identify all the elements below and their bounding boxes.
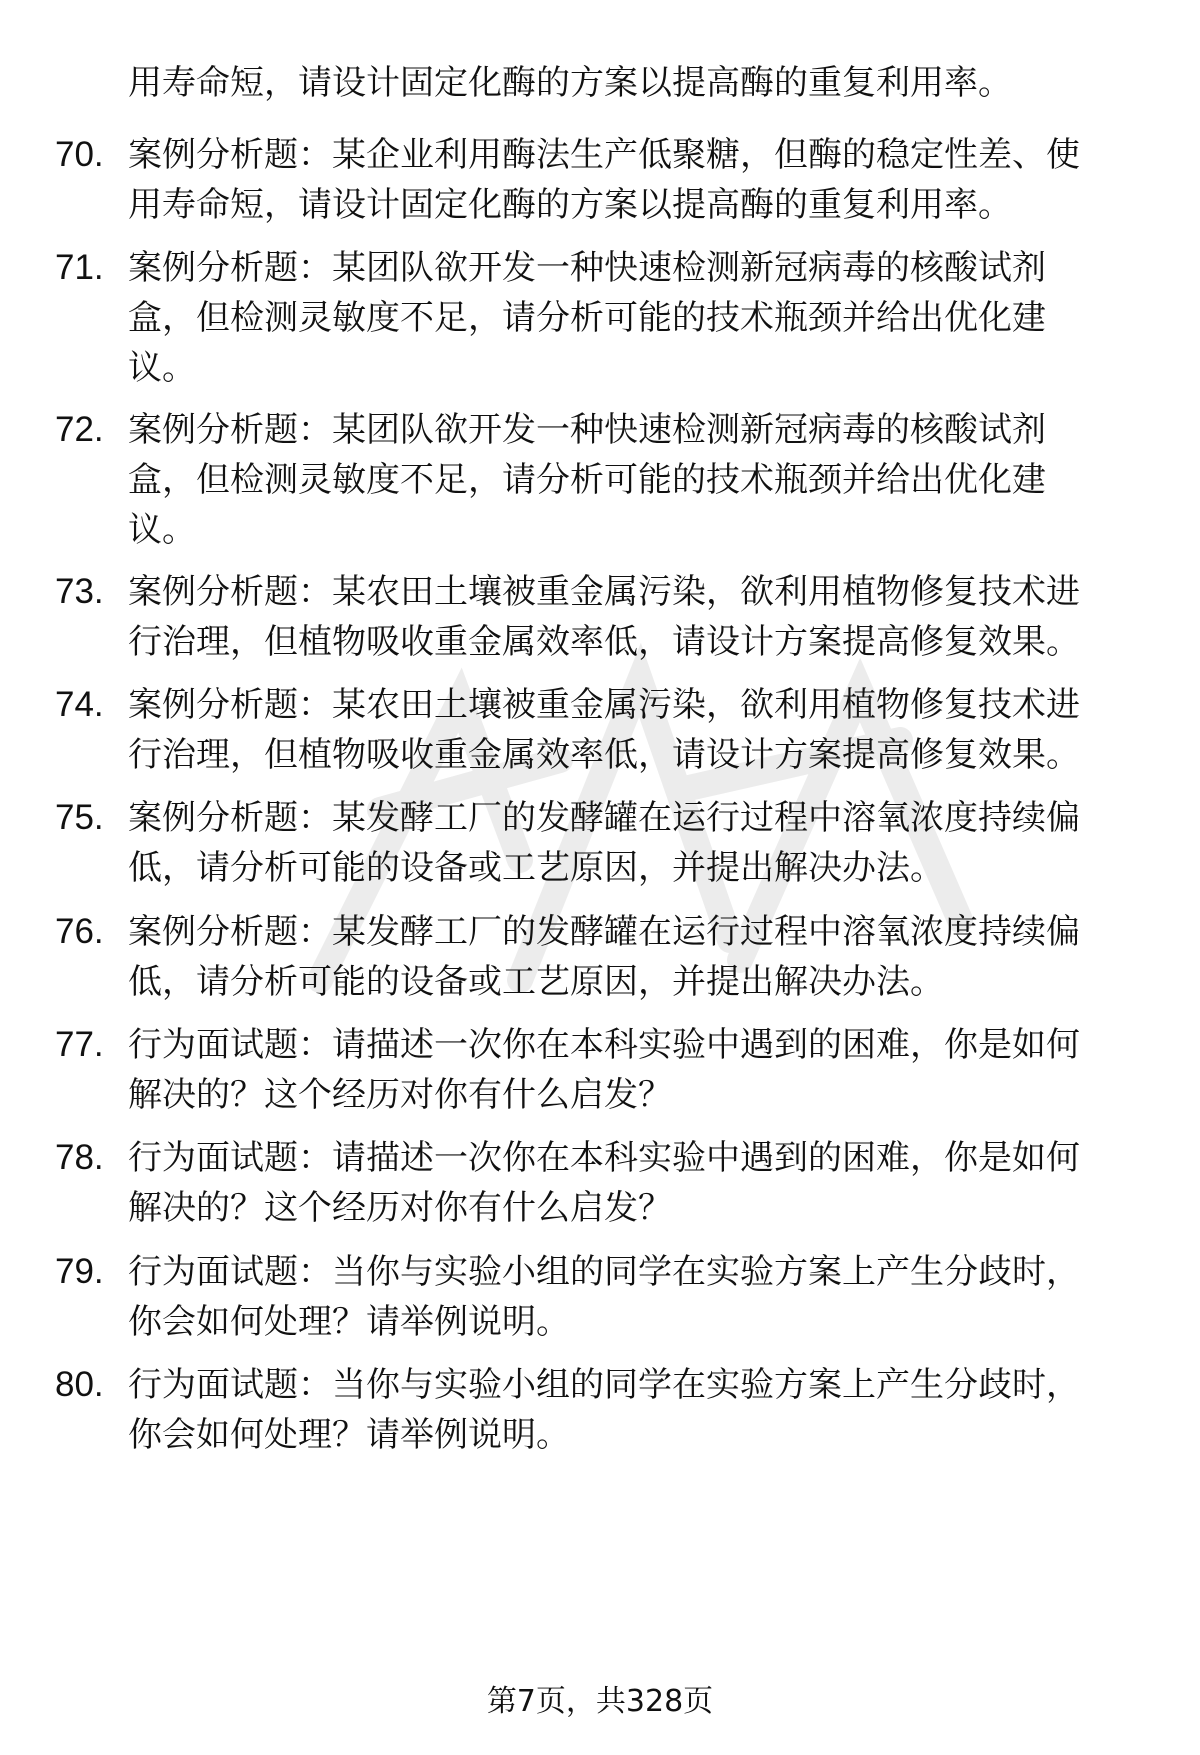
question-number: 70.	[55, 135, 104, 174]
question-line: 案例分析题：某农田土壤被重金属污染，欲利用植物修复技术进	[128, 572, 1080, 612]
question-number: 77.	[55, 1025, 104, 1064]
question-line: 案例分析题：某团队欲开发一种快速检测新冠病毒的核酸试剂	[128, 248, 1046, 288]
question-line: 盒，但检测灵敏度不足，请分析可能的技术瓶颈并给出优化建	[128, 298, 1046, 338]
question-line: 行为面试题：请描述一次你在本科实验中遇到的困难，你是如何	[128, 1025, 1080, 1065]
question-line: 议。	[128, 510, 196, 550]
question-line: 行为面试题：请描述一次你在本科实验中遇到的困难，你是如何	[128, 1138, 1080, 1178]
question-text	[128, 1133, 1148, 1233]
question-line: 用寿命短，请设计固定化酶的方案以提高酶的重复利用率。	[128, 185, 1012, 225]
question-number: 71.	[55, 248, 104, 287]
question-number: 74.	[55, 685, 104, 724]
question-number: 78.	[55, 1138, 104, 1177]
question-line: 议。	[128, 348, 196, 388]
question-line: 盒，但检测灵敏度不足，请分析可能的技术瓶颈并给出优化建	[128, 460, 1046, 500]
page-footer: 第7页，共328页	[486, 1684, 714, 1719]
carryover-line: 用寿命短，请设计固定化酶的方案以提高酶的重复利用率。	[128, 63, 1012, 103]
question-number: 79.	[55, 1252, 104, 1291]
question-line: 你会如何处理？请举例说明。	[128, 1302, 570, 1342]
question-text	[128, 1020, 1148, 1120]
question-text	[128, 907, 1148, 1007]
question-text	[128, 405, 1148, 555]
question-line: 解决的？这个经历对你有什么启发？	[128, 1188, 672, 1228]
question-number: 80.	[55, 1365, 104, 1404]
question-text	[128, 793, 1148, 893]
question-line: 低，请分析可能的设备或工艺原因，并提出解决办法。	[128, 848, 944, 888]
question-line: 行为面试题：当你与实验小组的同学在实验方案上产生分歧时，	[128, 1252, 1080, 1292]
question-line: 行为面试题：当你与实验小组的同学在实验方案上产生分歧时，	[128, 1365, 1080, 1405]
question-line: 案例分析题：某企业利用酶法生产低聚糖，但酶的稳定性差、使	[128, 135, 1080, 175]
question-number: 76.	[55, 912, 104, 951]
question-text	[128, 1360, 1148, 1460]
question-number: 75.	[55, 798, 104, 837]
question-text	[128, 567, 1148, 667]
question-text	[128, 130, 1148, 230]
question-line: 案例分析题：某团队欲开发一种快速检测新冠病毒的核酸试剂	[128, 410, 1046, 450]
question-number: 72.	[55, 410, 104, 449]
question-line: 行治理，但植物吸收重金属效率低，请设计方案提高修复效果。	[128, 622, 1080, 662]
question-line: 行治理，但植物吸收重金属效率低，请设计方案提高修复效果。	[128, 735, 1080, 775]
question-text	[128, 680, 1148, 780]
question-text	[128, 1247, 1148, 1347]
question-line: 解决的？这个经历对你有什么启发？	[128, 1075, 672, 1115]
question-line: 低，请分析可能的设备或工艺原因，并提出解决办法。	[128, 962, 944, 1002]
question-number: 73.	[55, 572, 104, 611]
question-line: 案例分析题：某发酵工厂的发酵罐在运行过程中溶氧浓度持续偏	[128, 912, 1080, 952]
question-line: 案例分析题：某发酵工厂的发酵罐在运行过程中溶氧浓度持续偏	[128, 798, 1080, 838]
question-line: 案例分析题：某农田土壤被重金属污染，欲利用植物修复技术进	[128, 685, 1080, 725]
question-line: 你会如何处理？请举例说明。	[128, 1415, 570, 1455]
question-text	[128, 243, 1148, 393]
